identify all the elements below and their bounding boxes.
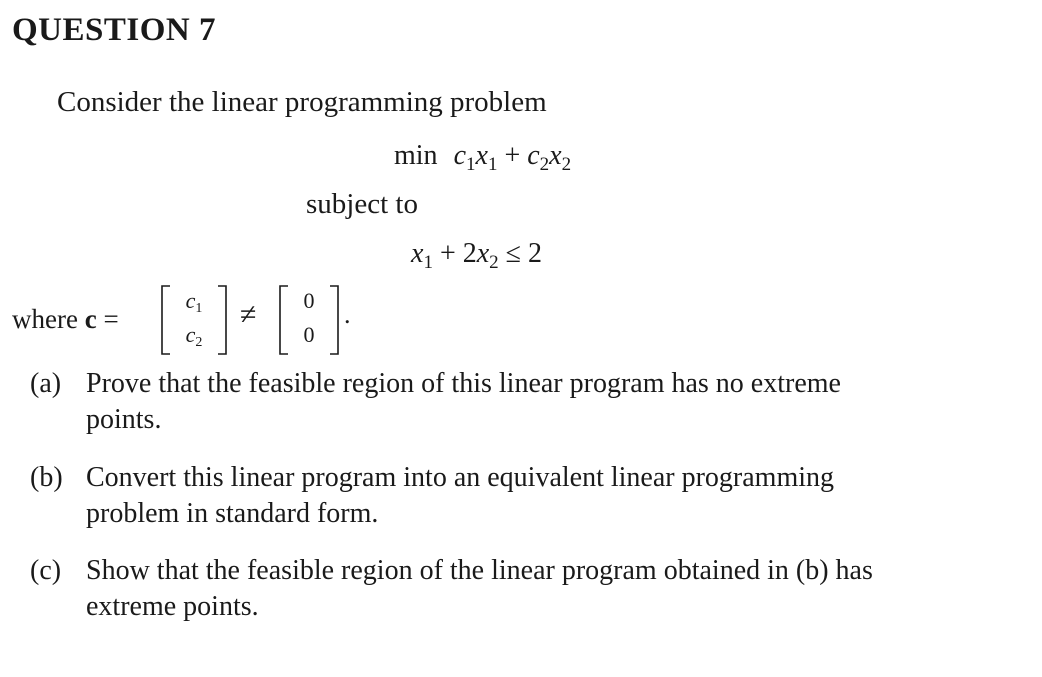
var-x2: x <box>549 140 562 171</box>
part-c <box>30 553 873 622</box>
part-text <box>86 553 994 625</box>
subscript: 2 <box>539 154 550 175</box>
question-title: QUESTION 7 <box>12 12 216 48</box>
subscript: 1 <box>423 252 433 273</box>
coef-c1: c <box>453 140 466 171</box>
matrix-entry-c2: c2 <box>185 322 203 350</box>
part-a <box>30 366 841 435</box>
subscript: 1 <box>487 154 498 175</box>
intro-text: Consider the linear programming problem <box>57 86 547 118</box>
part-line: Convert this linear program into an equivalent linear programming <box>86 462 835 493</box>
constraint <box>411 238 542 274</box>
subscript: 2 <box>489 252 499 273</box>
part-text <box>86 366 994 438</box>
constraint-rhs: ≤ 2 <box>498 238 543 269</box>
period: . <box>344 300 351 329</box>
part-line: extreme points. <box>86 591 259 622</box>
equals-sign: = <box>96 304 119 334</box>
coef-c2: c <box>527 140 540 171</box>
constraint-middle: + 2 <box>432 238 477 269</box>
part-line: Prove that the feasible region of this linear program has no extreme <box>86 368 841 399</box>
part-label: (c) <box>30 555 62 586</box>
min-operator: min <box>394 140 438 171</box>
matrix-entry-zero-2: 0 <box>303 322 315 347</box>
not-equal-sign: ≠ <box>240 298 257 331</box>
objective-function <box>394 140 571 176</box>
zero-vector-matrix <box>276 282 342 358</box>
part-label: (b) <box>30 462 63 493</box>
subject-to-label: subject to <box>306 188 418 220</box>
vector-c: c <box>84 304 97 334</box>
matrix-entry-zero-1: 0 <box>303 288 315 313</box>
plus-sign: + <box>497 140 528 171</box>
vector-c-matrix <box>158 282 230 358</box>
part-text <box>86 460 994 532</box>
var-x1: x <box>475 140 488 171</box>
var-x1: x <box>411 238 424 269</box>
part-line: problem in standard form. <box>86 498 379 529</box>
subscript: 1 <box>466 154 476 175</box>
where-clause <box>12 304 119 335</box>
matrix-entry-c1: c1 <box>185 288 203 316</box>
part-label: (a) <box>30 368 62 399</box>
var-x2: x <box>476 238 490 269</box>
part-line: points. <box>86 404 162 435</box>
part-b <box>30 460 835 529</box>
subscript: 2 <box>561 154 572 175</box>
where-word: where <box>12 304 85 334</box>
part-line: Show that the feasible region of the linear program obtained in (b) has <box>86 555 873 586</box>
